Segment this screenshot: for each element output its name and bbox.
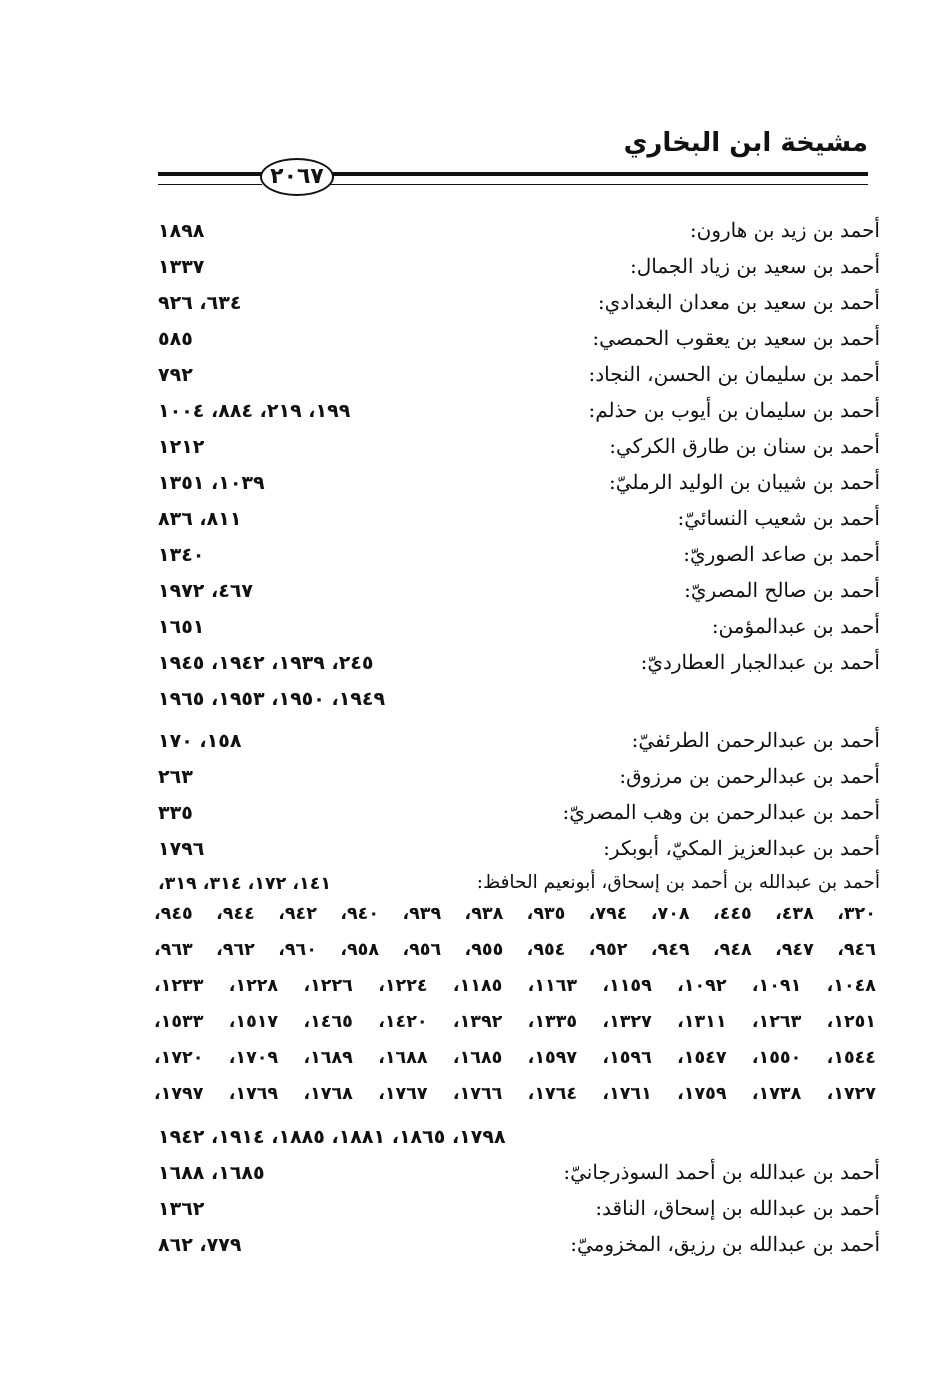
entry-refs: ٨١١، ٨٣٦ [158, 508, 242, 530]
entry-refs: ٧٩٢ [158, 364, 193, 386]
index-entry [150, 574, 880, 610]
index-entry [150, 796, 880, 832]
entry-name: أحمد بن سنان بن طارق الكركي: [609, 434, 880, 458]
index-entry [150, 832, 880, 868]
index-entry [150, 358, 880, 394]
entry-name: أحمد بن صاعد الصوريّ: [683, 542, 880, 566]
entry-refs: ١٦٨٥، ١٦٨٨ [158, 1162, 265, 1184]
header-rule-right [328, 172, 868, 185]
entry-refs-line: ٩٤٦، ٩٤٧، ٩٤٨، ٩٤٩، ٩٥٢، ٩٥٤، ٩٥٥، ٩٥٦، ٩٥٨، ٩٦٠، ٩٦٢، ٩٦٣، [154, 940, 876, 960]
entry-name: أحمد بن عبدالله بن أحمد بن إسحاق، أبونعيم الحافظ: [476, 872, 880, 893]
entry-refs: ١٥٨، ١٧٠ [158, 730, 242, 752]
entry-refs-last-line [150, 1120, 880, 1156]
entry-name: أحمد بن سعيد بن زياد الجمال: [630, 254, 880, 278]
index-entry [150, 286, 880, 322]
entry-name: أحمد بن سعيد بن معدان البغدادي: [597, 290, 880, 314]
index-entry [150, 646, 880, 682]
entry-refs: ١٨٩٨ [158, 220, 205, 242]
entry-refs-line: ١٥٤٤، ١٥٥٠، ١٥٤٧، ١٥٩٦، ١٥٩٧، ١٦٨٥، ١٦٨٨، ١٦٨٩، ١٧٠٩، ١٧٢٠، [154, 1048, 876, 1068]
index-entry [150, 1192, 880, 1228]
book-title: مشيخة ابن البخاري [623, 128, 868, 158]
entry-refs-line: ١٠٤٨، ١٠٩١، ١٠٩٢، ١١٥٩، ١١٦٣، ١١٨٥، ١٢٢٤، ١٢٢٦، ١٢٢٨، ١٢٣٣، [154, 976, 876, 996]
entry-refs: ٧٧٩، ٨٦٢ [158, 1234, 242, 1256]
entry-first-line [150, 868, 880, 904]
entry-name: أحمد بن عبدالرحمن بن مرزوق: [619, 764, 880, 788]
entry-refs-line: ١٧٢٧، ١٧٣٨، ١٧٥٩، ١٧٦١، ١٧٦٤، ١٧٦٦، ١٧٦٧، ١٧٦٨، ١٧٦٩، ١٧٩٧، [154, 1084, 876, 1104]
entry-name: أحمد بن عبدالعزيز المكيّ، أبوبكر: [603, 836, 880, 860]
entry-name: أحمد بن عبدالمؤمن: [711, 614, 880, 638]
index-entry [150, 430, 880, 466]
entry-name: أحمد بن عبدالله بن إسحاق، الناقد: [595, 1196, 880, 1220]
entry-name: أحمد بن سليمان بن أيوب بن حذلم: [588, 398, 880, 422]
entry-refs: ١٦٥١ [158, 616, 205, 638]
index-entry [150, 466, 880, 502]
entry-refs: ٤٦٧، ١٩٧٢ [158, 580, 254, 602]
index-entry [150, 610, 880, 646]
entry-name: أحمد بن سليمان بن الحسن، النجاد: [588, 362, 880, 386]
entry-refs: ١٣٤٠ [158, 544, 205, 566]
entry-refs: ١٧٩٨، ١٨٦٥، ١٨٨١، ١٨٨٥، ١٩١٤، ١٩٤٢ [158, 1126, 506, 1148]
entry-refs: ١٣٣٧ [158, 256, 205, 278]
page-header [150, 128, 868, 200]
entry-refs: ٥٨٥ [158, 328, 193, 350]
index-entry [150, 1228, 880, 1264]
index-entry [150, 322, 880, 358]
entry-name: أحمد بن شعيب النسائيّ: [677, 506, 880, 530]
entry-name: أحمد بن شيبان بن الوليد الرمليّ: [609, 470, 880, 494]
index-entry-long [150, 868, 880, 1156]
entry-refs: ١٩٩، ٢١٩، ٨٨٤، ١٠٠٤ [158, 400, 351, 422]
index-entry [150, 1156, 880, 1192]
index-body [150, 214, 880, 1264]
entry-name: أحمد بن زيد بن هارون: [689, 218, 880, 242]
entry-refs: ٣٣٥ [158, 802, 193, 824]
page-number: ٢٠٦٧ [260, 158, 334, 196]
entry-refs: ١٢١٢ [158, 436, 205, 458]
entry-refs: ١٧٩٦ [158, 838, 205, 860]
index-entry [150, 394, 880, 430]
index-entry [150, 502, 880, 538]
index-entry [150, 724, 880, 760]
entry-refs-line: ١٢٥١، ١٢٦٣، ١٣١١، ١٣٢٧، ١٣٣٥، ١٣٩٢، ١٤٢٠، ١٤٦٥، ١٥١٧، ١٥٣٣، [154, 1012, 876, 1032]
entry-refs: ١٠٣٩، ١٣٥١ [158, 472, 265, 494]
index-entry [150, 760, 880, 796]
entry-refs: ٢٤٥، ١٩٣٩، ١٩٤٢، ١٩٤٥ [158, 652, 374, 674]
entry-refs: ١٤١، ١٧٢، ٣١٤، ٣١٩، [158, 874, 332, 894]
entry-continuation [150, 682, 880, 718]
index-entry [150, 250, 880, 286]
index-entry [150, 538, 880, 574]
entry-refs: ٢٦٣ [158, 766, 193, 788]
entry-name: أحمد بن سعيد بن يعقوب الحمصي: [592, 326, 880, 350]
entry-name: أحمد بن عبدالجبار العطارديّ: [640, 650, 880, 674]
entry-name: أحمد بن عبدالرحمن بن وهب المصريّ: [562, 800, 880, 824]
entry-name: أحمد بن صالح المصريّ: [684, 578, 880, 602]
entry-refs: ١٣٦٢ [158, 1198, 205, 1220]
entry-name: أحمد بن عبدالرحمن الطرئفيّ: [631, 728, 880, 752]
entry-refs-continued: ١٩٤٩، ١٩٥٠، ١٩٥٣، ١٩٦٥ [158, 688, 386, 710]
index-entry [150, 214, 880, 250]
entry-refs-line: ٣٢٠، ٤٣٨، ٤٤٥، ٧٠٨، ٧٩٤، ٩٣٥، ٩٣٨، ٩٣٩، ٩٤٠، ٩٤٢، ٩٤٤، ٩٤٥، [154, 904, 876, 924]
entry-refs: ٦٣٤، ٩٢٦ [158, 292, 242, 314]
header-rule-left [158, 172, 262, 185]
entry-name: أحمد بن عبدالله بن أحمد السوذرجانيّ: [563, 1160, 880, 1184]
entry-name: أحمد بن عبدالله بن رزيق، المخزوميّ: [570, 1232, 880, 1256]
